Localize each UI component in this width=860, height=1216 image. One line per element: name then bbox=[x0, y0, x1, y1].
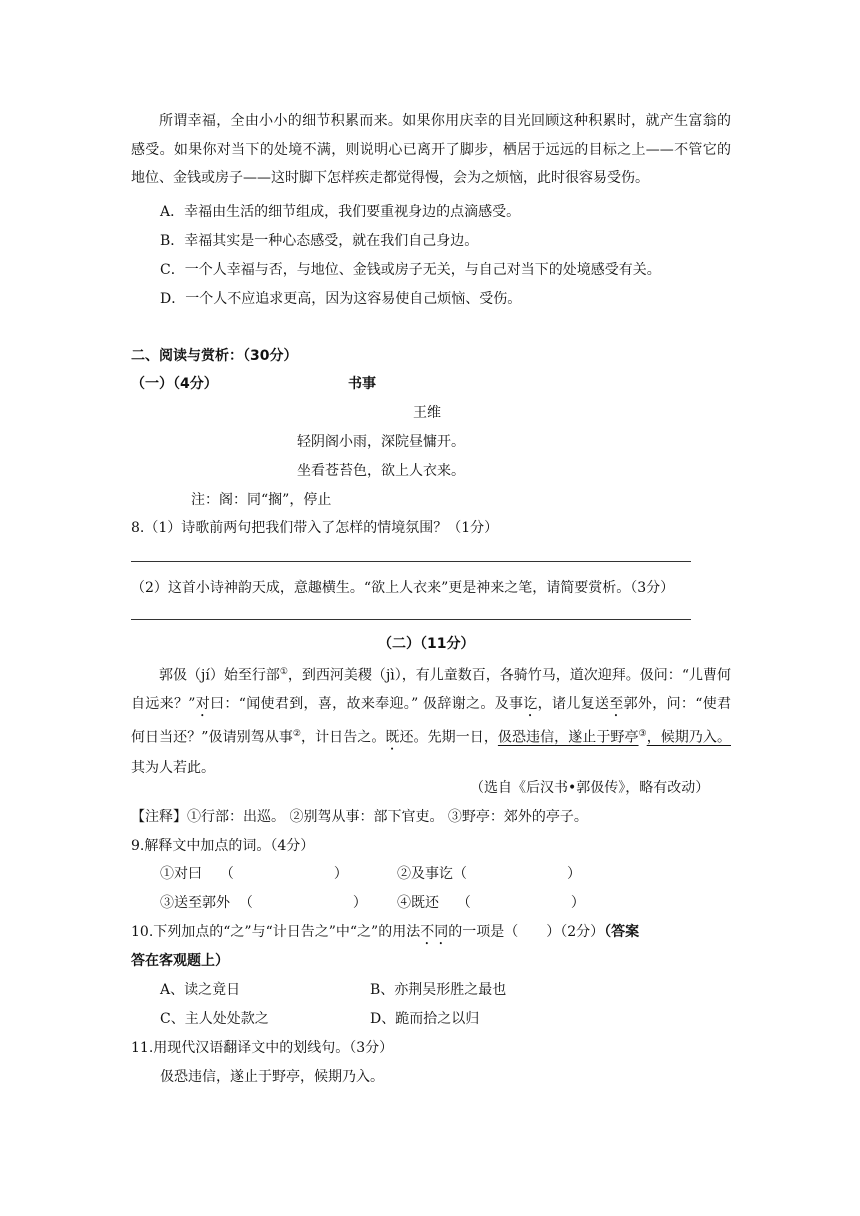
dotted-qi: 讫 bbox=[523, 696, 538, 713]
poem-note: 注：阁：同“搁”，停止 bbox=[191, 492, 332, 508]
poem-author: 王维 bbox=[413, 405, 441, 421]
footnote-3: ③ bbox=[638, 729, 647, 740]
dotted-ji: 既 bbox=[385, 729, 400, 746]
option-b: B．幸福其实是一种心态感受，就在我们自己身边。 bbox=[160, 233, 479, 249]
q9-item-2: ②及事讫（ ） bbox=[397, 866, 581, 882]
answer-line-8-1[interactable] bbox=[131, 561, 691, 562]
q9-item-1: ①对曰 （ ） bbox=[160, 866, 348, 882]
answer-line-8-2[interactable] bbox=[131, 619, 691, 620]
passage-text: 所谓幸福，全由小小的细节积累而来。如果你用庆幸的目光回顾这种积累时，就产生富翁的感受。如果你对当下的处境不满，则说明心已离开了脚步，栖居于远远的目标之上——不管它的地位、金钱或房子——这时脚下怎样疾走都觉得慢，会为之烦恼，此时很容易受伤。 bbox=[131, 113, 731, 186]
q11-sentence: 伋恐违信，遂止于野亭，候期乃入。 bbox=[160, 1069, 384, 1085]
question-8-2: （2）这首小诗神韵天成，意趣横生。“欲上人衣来”更是神来之笔，请简要赏析。（3分） bbox=[131, 580, 675, 596]
footnote-2: ② bbox=[292, 729, 302, 740]
q9-item-3: ③送至郭外 （ ） bbox=[160, 895, 367, 911]
dotted-dui: 对 bbox=[195, 696, 211, 713]
poem-line-1: 轻阴阁小雨，深院昼慵开。 bbox=[297, 434, 465, 450]
question-9: 9.解释文中加点的词。（4分） bbox=[131, 838, 315, 854]
option-a: A．幸福由生活的细节组成，我们要重视身边的点滴感受。 bbox=[160, 204, 521, 220]
option-c: C．一个人幸福与否，与地位、金钱或房子无关，与自己对当下的处境感受有关。 bbox=[160, 262, 661, 278]
q10-option-b: B、亦荆吴形胜之最也 bbox=[370, 982, 507, 998]
classical-text: 郭伋（jí）始至行部①，到西河美稷（jì），有儿童数百，各骑竹马，道次迎拜。伋问：“儿曹何自远来？”对曰：“闻使君到，喜，故来奉迎。” 伋辞谢之。及事讫，诸儿复送至郭外，问：“使君何日当还？”伋请别驾从事②，计日告之。既还。先期一日，伋恐违信，遂止于野亭③，候期乃入。其为人若此。 bbox=[131, 667, 732, 776]
dotted-zhi: 至 bbox=[609, 696, 624, 713]
underlined-sentence-part1: 伋恐违信，遂止于野亭 bbox=[497, 729, 639, 746]
question-10: 10.下列加点的“之”与“计日告之”中“之”的用法不同的一项是（ ）（2分）（答案 bbox=[131, 924, 640, 940]
question-10-note: 答在客观题上） bbox=[131, 953, 229, 969]
footnote-1: ① bbox=[279, 667, 288, 677]
q10-option-a: A、读之竟日 bbox=[160, 982, 241, 998]
section-heading: 二、阅读与赏析：（30分） bbox=[131, 348, 298, 364]
poem-line-2: 坐看苍苔色，欲上人衣来。 bbox=[297, 463, 465, 479]
q9-item-4: ④既还 （ ） bbox=[397, 895, 585, 911]
question-11: 11.用现代汉语翻译文中的划线句。（3分） bbox=[131, 1040, 394, 1056]
option-d: D．一个人不应追求更高，因为这容易使自己烦恼、受伤。 bbox=[160, 291, 522, 307]
q10-option-d: D、跪而拾之以归 bbox=[370, 1011, 480, 1027]
source-citation: （选自《后汉书•郭伋传》，略有改动） bbox=[470, 780, 710, 796]
part2-label: （二）（11分） bbox=[378, 636, 475, 652]
q10-option-c: C、主人处处款之 bbox=[160, 1011, 269, 1027]
part1-label: （一）（4分） bbox=[131, 376, 218, 392]
underlined-sentence-part2: ，候期乃入。 bbox=[646, 729, 731, 746]
annotations: 【注释】①行部：出巡。 ②别驾从事：部下官吏。 ③野亭：郊外的亭子。 bbox=[131, 809, 588, 825]
question-8-1: 8.（1）诗歌前两句把我们带入了怎样的情境氛围？（1分） bbox=[131, 520, 499, 536]
poem-title: 书事 bbox=[348, 376, 376, 392]
